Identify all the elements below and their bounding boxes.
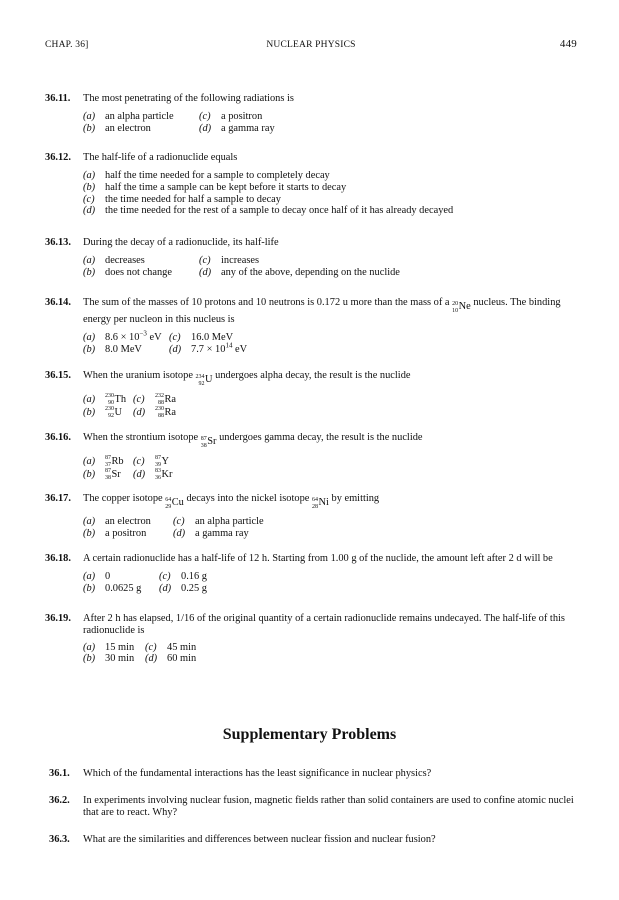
mass-number: 87	[200, 436, 207, 442]
option-label: (d)	[199, 267, 212, 278]
option-text: an electron	[105, 516, 151, 527]
stem-text: undergoes gamma decay, the result is the nuclide	[216, 432, 423, 443]
chapter-label: CHAP. 36]	[45, 40, 89, 50]
option-text: a gamma ray	[195, 527, 249, 539]
question-36-13	[45, 237, 577, 279]
option-label: (c)	[83, 193, 95, 205]
question-stem	[83, 297, 577, 326]
element-symbol: U	[205, 374, 213, 386]
element-symbol: U	[114, 407, 123, 418]
mass-number: 87	[155, 455, 161, 461]
option-label: (b)	[83, 527, 96, 539]
question-stem: After 2 h has elapsed, 1/16 of the original quantity of a certain radionuclide remains undecayed. The half-life of this radionuclide is	[83, 613, 565, 637]
question-36-12	[45, 152, 577, 217]
neon-nuclide	[452, 301, 471, 314]
question-36-14	[45, 297, 577, 356]
option-label: (d)	[145, 653, 158, 665]
question-number: 36.16.	[45, 432, 71, 443]
option-label: (c)	[199, 111, 211, 123]
option-text: 16.0 MeV	[191, 332, 234, 344]
option-nuclide	[155, 468, 172, 481]
supplementary-problem	[45, 768, 577, 780]
option-text: an alpha particle	[195, 516, 264, 527]
option-exponent: −3	[139, 329, 147, 338]
atomic-number: 10	[452, 307, 459, 314]
option-label: (c)	[173, 516, 185, 527]
question-stem: A certain radionuclide has a half-life of 12 h. Starting from 1.00 g of the nuclide, the amount left after 2 d will be	[83, 553, 553, 564]
atomic-number: 38	[105, 474, 111, 481]
question-number: 36.17.	[45, 493, 71, 504]
option-text: 15 min	[105, 641, 135, 653]
option-label: (d)	[133, 407, 146, 418]
option-text: 0.25 g	[181, 583, 207, 594]
problem-text: What are the similarities and differences between nuclear fission and nuclear fusion?	[83, 834, 436, 845]
question-36-16	[45, 432, 577, 481]
option-text: any of the above, depending on the nuclide	[221, 267, 400, 278]
question-stem: The half-life of a radionuclide equals	[83, 152, 238, 163]
option-mantissa: 8.6 × 10	[105, 332, 140, 344]
page-number: 449	[559, 38, 577, 50]
option-text: 8.0 MeV	[105, 344, 142, 355]
option-text: a gamma ray	[221, 123, 275, 134]
option-text: an electron	[105, 123, 151, 134]
problem-number: 36.2.	[49, 795, 70, 806]
stem-text: undergoes alpha decay, the result is the nuclide	[212, 370, 411, 381]
question-36-18	[45, 553, 577, 595]
element-symbol: Y	[161, 456, 170, 467]
supplementary-problem	[45, 834, 577, 846]
stem-text: The sum of the masses of 10 protons and 10 neutrons is 0.172 u more than the mass of a	[83, 297, 453, 308]
supplementary-problem	[45, 795, 577, 820]
option-label: (a)	[83, 456, 96, 467]
question-number: 36.13.	[45, 237, 71, 248]
question-number: 36.19.	[45, 613, 71, 624]
atomic-number: 92	[198, 380, 205, 387]
question-36-17	[45, 493, 577, 539]
element-symbol: Th	[114, 394, 127, 405]
option-label: (c)	[145, 641, 157, 653]
section-title: Supplementary Problems	[222, 726, 397, 743]
option-mantissa: 7.7 × 10	[191, 344, 226, 355]
option-text	[105, 329, 162, 344]
option-exponent: 14	[225, 341, 233, 350]
option-text: 0	[105, 571, 111, 583]
mass-number: 20	[452, 301, 459, 307]
option-label: (c)	[159, 571, 171, 583]
stem-text: nucleus. The binding energy per nucleon in this nucleus is	[83, 297, 561, 325]
mass-number: 234	[195, 374, 205, 380]
element-symbol: Ne	[458, 301, 471, 313]
atomic-number: 29	[165, 503, 172, 510]
problem-text: Which of the fundamental interactions has the least significance in nuclear physics?	[83, 768, 432, 779]
element-symbol: Ni	[318, 497, 329, 509]
option-text: 30 min	[105, 653, 135, 665]
stem-text: When the uranium isotope	[83, 370, 196, 381]
option-text: an alpha particle	[105, 111, 174, 123]
element-symbol: Sr	[111, 469, 121, 480]
strontium-nuclide	[201, 436, 217, 449]
option-label: (b)	[83, 123, 96, 134]
option-nuclide	[155, 393, 176, 406]
element-symbol: Rb	[111, 456, 124, 467]
option-label: (b)	[83, 182, 96, 193]
mass-number: 87	[105, 455, 111, 461]
question-stem	[83, 432, 577, 449]
option-nuclide	[105, 393, 126, 406]
option-text: the time needed for the rest of a sample to decay once half of it has already decayed	[105, 205, 454, 217]
option-text: 45 min	[167, 641, 197, 653]
question-stem: The most penetrating of the following radiations is	[83, 93, 294, 104]
option-label: (d)	[159, 583, 172, 594]
option-unit: eV	[146, 332, 162, 344]
atomic-number: 38	[200, 442, 207, 449]
mass-number: 230	[105, 406, 114, 412]
option-nuclide	[155, 406, 176, 419]
option-label: (d)	[83, 205, 96, 217]
problem-number: 36.3.	[49, 834, 70, 845]
option-label: (c)	[133, 456, 145, 467]
uranium-nuclide	[196, 374, 213, 387]
option-nuclide	[105, 468, 121, 481]
option-text: a positron	[221, 111, 263, 123]
option-label: (d)	[199, 123, 212, 134]
atomic-number: 28	[312, 503, 318, 510]
option-label: (c)	[169, 332, 181, 344]
element-symbol: Ra	[164, 407, 177, 418]
option-label: (d)	[133, 469, 146, 480]
option-text: 60 min	[167, 653, 197, 665]
option-text: half the time needed for a sample to completely decay	[105, 170, 330, 182]
stem-text: decays into the nickel isotope	[183, 493, 312, 504]
mass-number: 64	[312, 497, 318, 503]
option-label: (b)	[83, 344, 96, 355]
option-text: does not change	[105, 267, 172, 278]
atomic-number: 39	[155, 461, 161, 468]
atomic-number: 37	[105, 461, 111, 468]
mass-number: 83	[155, 468, 161, 474]
option-label: (b)	[83, 653, 96, 665]
option-nuclide	[105, 455, 124, 468]
mass-number: 87	[105, 468, 111, 474]
option-label: (a)	[83, 111, 96, 123]
question-number: 36.18.	[45, 553, 71, 564]
stem-text: by emitting	[328, 493, 380, 504]
option-text: decreases	[105, 255, 145, 267]
element-symbol: Sr	[207, 436, 217, 448]
option-label: (b)	[83, 407, 96, 418]
question-stem: During the decay of a radionuclide, its half-life	[83, 237, 279, 248]
option-nuclide	[155, 455, 169, 468]
stem-text: The copper isotope	[83, 493, 166, 504]
copper-nuclide	[165, 497, 184, 510]
option-label: (a)	[83, 641, 96, 653]
mass-number: 232	[155, 393, 164, 399]
option-nuclide	[105, 406, 122, 419]
option-text: half the time a sample can be kept before it starts to decay	[105, 182, 347, 193]
problem-text: In experiments involving nuclear fusion, magnetic fields rather than solid containers are used to confine atomic nuclei that are to react. Why?	[83, 795, 574, 819]
option-label: (b)	[83, 469, 96, 480]
option-label: (b)	[83, 267, 96, 278]
question-number: 36.15.	[45, 370, 71, 381]
atomic-number: 88	[158, 412, 164, 419]
atomic-number: 92	[108, 412, 114, 419]
option-unit: eV	[232, 344, 248, 355]
element-symbol: Cu	[171, 497, 184, 509]
atomic-number: 36	[155, 474, 161, 481]
page-header	[45, 38, 577, 54]
option-text: 0.0625 g	[105, 583, 142, 594]
problem-number: 36.1.	[49, 768, 70, 779]
question-stem	[83, 370, 577, 387]
question-number: 36.12.	[45, 152, 71, 163]
question-number: 36.11.	[45, 93, 71, 104]
mass-number: 230	[155, 406, 164, 412]
option-label: (c)	[133, 394, 145, 405]
option-label: (a)	[83, 394, 96, 405]
running-title: NUCLEAR PHYSICS	[266, 40, 356, 50]
option-text	[191, 341, 248, 356]
option-label: (a)	[83, 170, 96, 182]
option-text: the time needed for half a sample to decay	[105, 193, 281, 205]
question-stem	[83, 493, 577, 510]
option-label: (c)	[199, 255, 211, 267]
question-number: 36.14.	[45, 297, 71, 308]
option-text: a positron	[105, 527, 147, 539]
mass-number: 64	[165, 497, 172, 503]
element-symbol: Kr	[161, 469, 173, 480]
question-36-19	[45, 613, 577, 665]
nickel-nuclide	[312, 497, 329, 510]
option-text: increases	[221, 255, 260, 267]
option-label: (d)	[169, 344, 182, 355]
atomic-number: 90	[108, 399, 114, 406]
option-text: 0.16 g	[181, 571, 207, 583]
option-label: (a)	[83, 332, 96, 344]
option-label: (d)	[173, 527, 186, 539]
option-label: (b)	[83, 583, 96, 594]
mass-number: 230	[105, 393, 114, 399]
option-label: (a)	[83, 255, 96, 267]
option-label: (a)	[83, 516, 96, 527]
question-36-11	[45, 93, 577, 135]
atomic-number: 88	[158, 399, 164, 406]
element-symbol: Ra	[164, 394, 177, 405]
question-36-15	[45, 370, 577, 419]
option-label: (a)	[83, 571, 96, 583]
stem-text: When the strontium isotope	[83, 432, 201, 443]
